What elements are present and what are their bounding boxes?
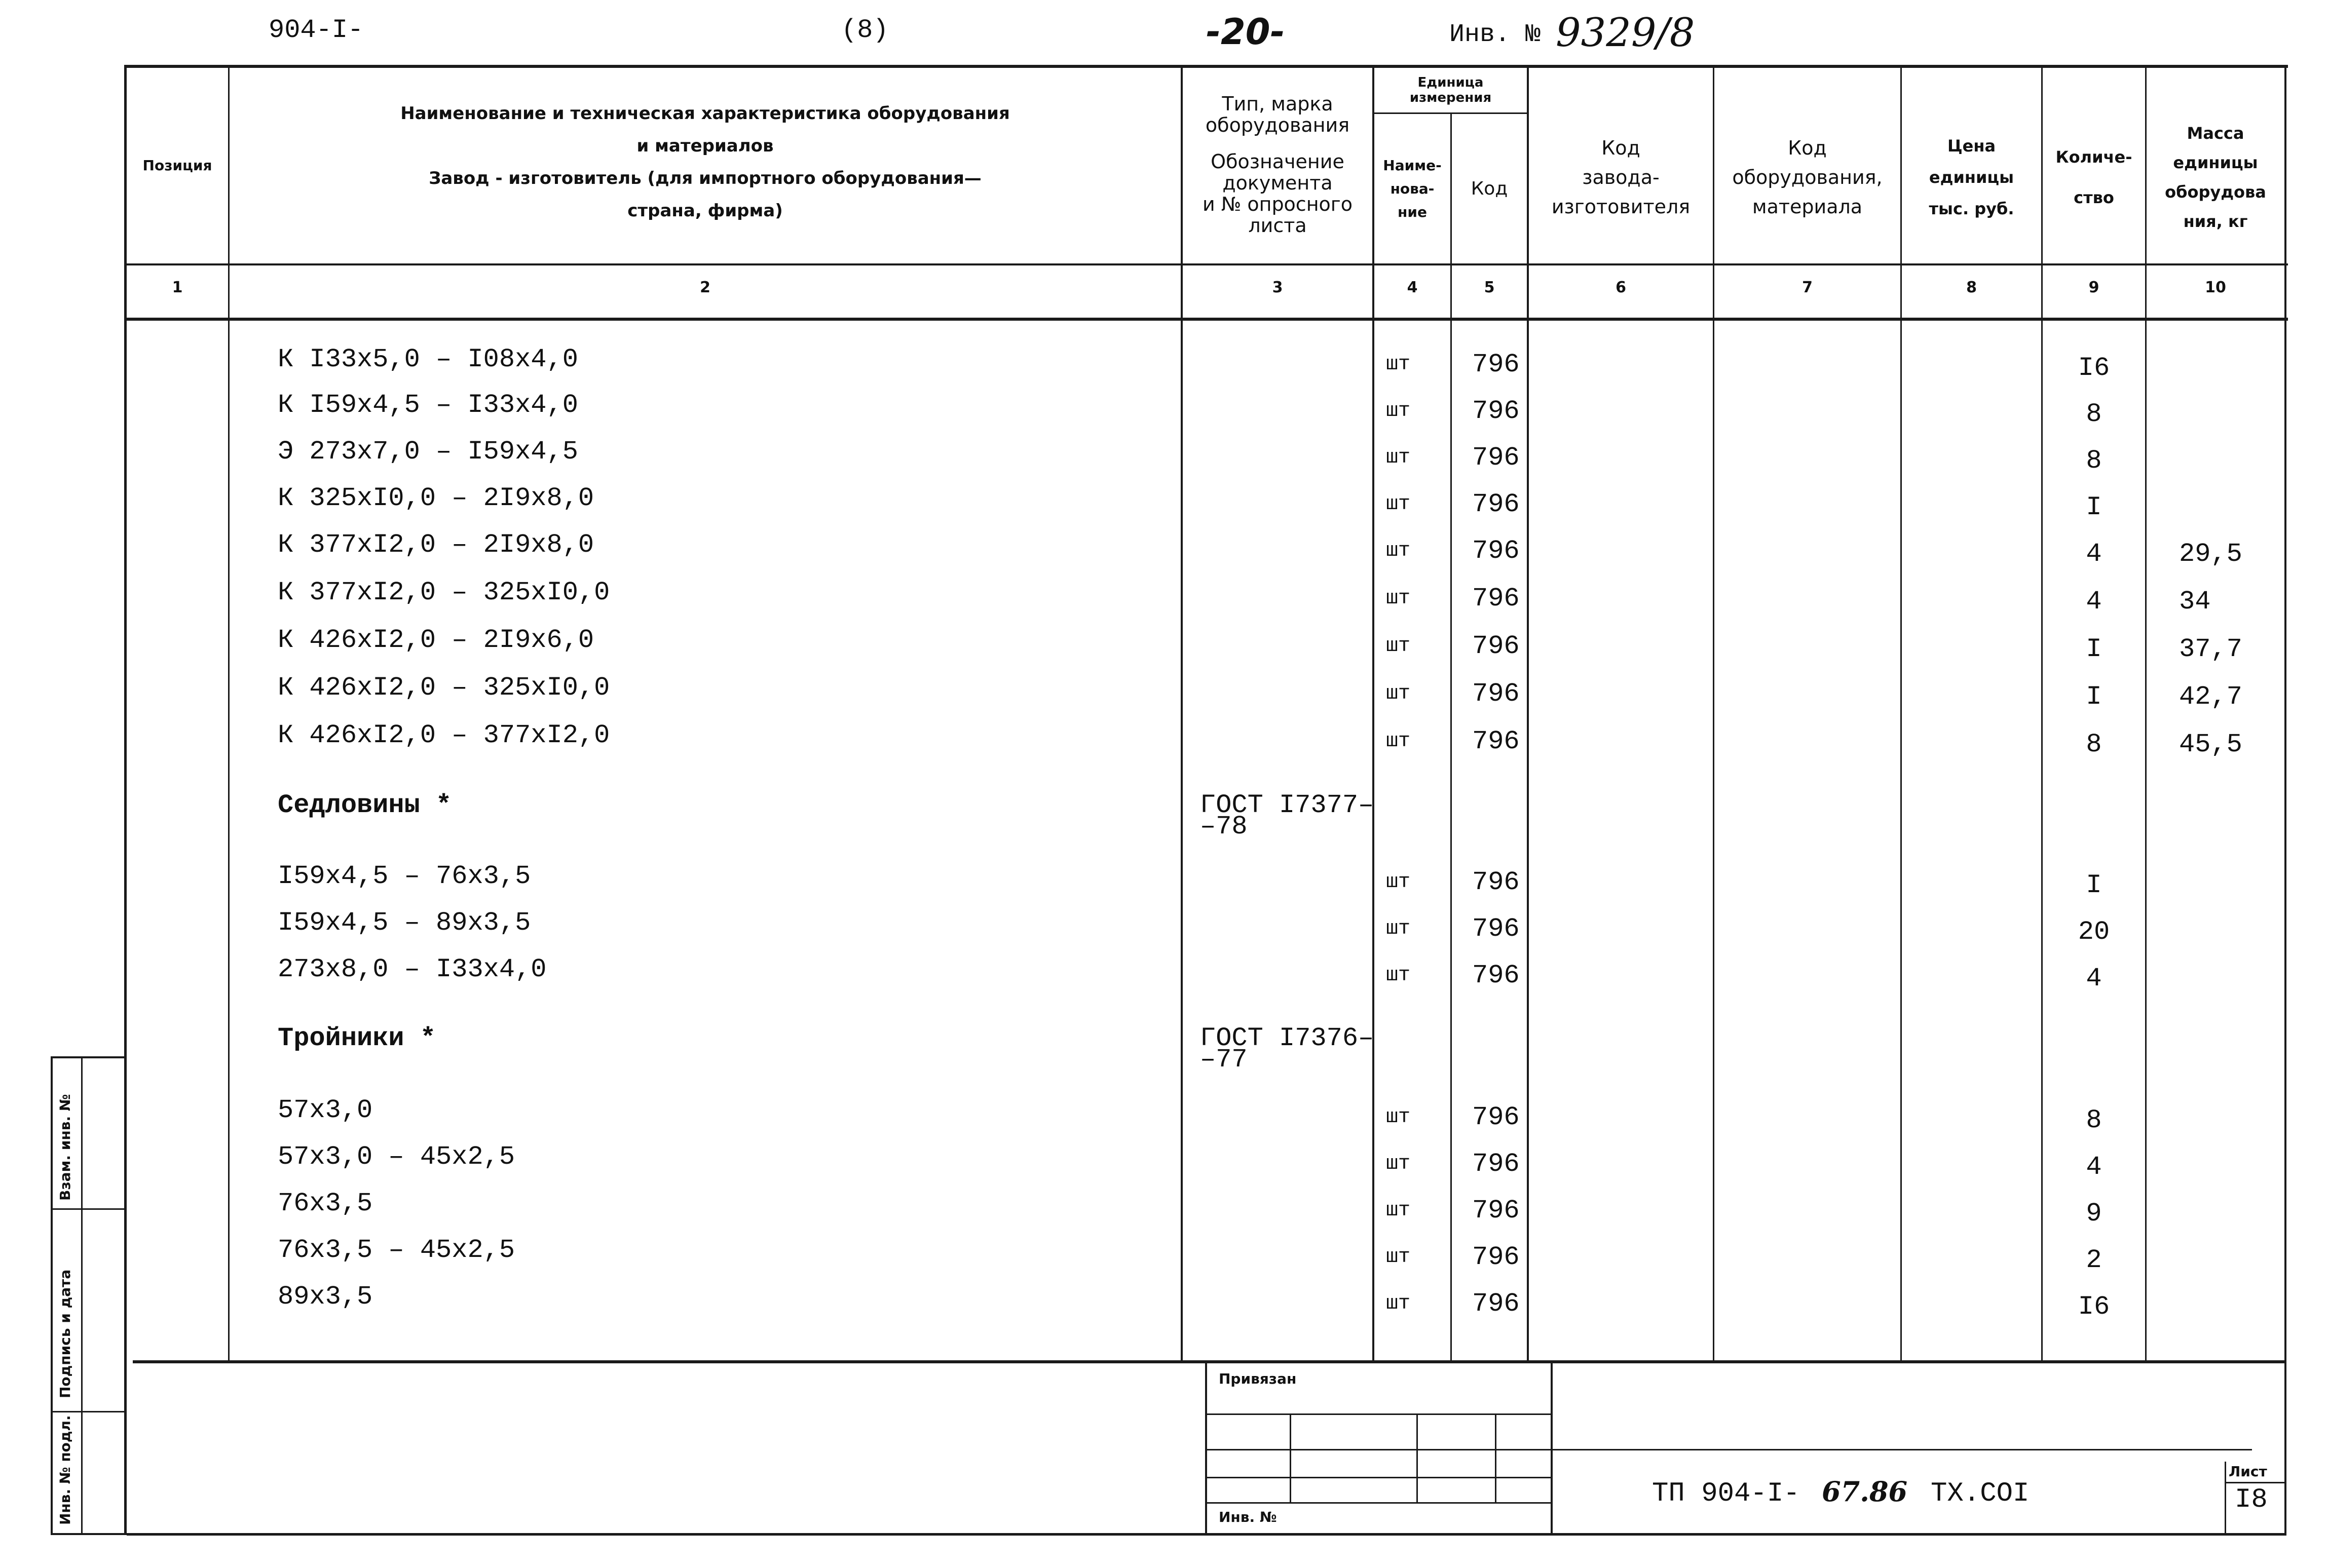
section-title-tees: Тройники * <box>278 1023 436 1053</box>
document-code-handwritten: 67.86 <box>1822 1475 1908 1508</box>
col-number-5: 5 <box>1484 279 1495 296</box>
header-equipment-code: Код оборудования, материала <box>1732 137 1883 218</box>
col-divider-4-5 <box>1450 112 1452 1360</box>
stamp-grid-vline-2 <box>1416 1413 1418 1502</box>
inv-number-handwritten: 9329/8 <box>1556 10 1695 56</box>
quantity: I6 <box>2078 1292 2110 1322</box>
stamp-title-line <box>1553 1449 2252 1450</box>
unit-code: 796 <box>1472 679 1520 709</box>
unit-code: 796 <box>1472 1102 1520 1132</box>
series-code: 904-I- <box>269 15 364 45</box>
table-top-border <box>124 65 2288 68</box>
unit-name: шт <box>1386 730 1411 753</box>
unit-code: 796 <box>1472 1242 1520 1272</box>
unit-mass: 37,7 <box>2179 634 2242 664</box>
unit-code: 796 <box>1472 914 1520 944</box>
quantity: I6 <box>2078 353 2110 383</box>
item-name: Э 273х7,0 – I59х4,5 <box>278 437 578 467</box>
quantity: I <box>2086 682 2102 712</box>
inv-label: Инв. № <box>1449 20 1541 49</box>
stamp-bottom-border <box>127 1533 2286 1536</box>
quantity: I <box>2086 492 2102 522</box>
quantity: 4 <box>2086 964 2102 993</box>
document-reference: ГОСТ I7376– <box>1200 1023 1374 1053</box>
col-numbers-bottom-line <box>124 318 2288 321</box>
sheet-label: Лист <box>2229 1463 2267 1480</box>
side-stamp-mid <box>81 1056 83 1535</box>
col-number-1: 1 <box>172 279 183 296</box>
unit-name: шт <box>1386 540 1411 562</box>
header-unit-group: Единица измерения <box>1409 75 1492 105</box>
col-divider-7-8 <box>1900 65 1902 1360</box>
col-divider-2-3 <box>1181 65 1183 1360</box>
document-reference: ГОСТ I7377– <box>1200 790 1374 820</box>
document-code-suffix: ТХ.СОI <box>1931 1478 2030 1509</box>
item-name: I59х4,5 – 89х3,5 <box>278 908 531 938</box>
quantity: 20 <box>2078 917 2110 947</box>
quantity: 8 <box>2086 1105 2102 1135</box>
unit-name: шт <box>1386 871 1411 894</box>
unit-code: 796 <box>1472 726 1520 756</box>
quantity: I <box>2086 870 2102 900</box>
document-reference: –77 <box>1200 1045 1248 1075</box>
col-divider-6-7 <box>1713 65 1714 1360</box>
item-name: 89х3,5 <box>278 1282 373 1312</box>
unit-name: шт <box>1386 1153 1411 1175</box>
stamp-grid-vline-3 <box>1495 1413 1496 1502</box>
unit-code: 796 <box>1472 1149 1520 1179</box>
unit-code: 796 <box>1472 1289 1520 1319</box>
quantity: 9 <box>2086 1199 2102 1229</box>
item-name: 57х3,0 <box>278 1095 373 1125</box>
side-label-original-inv: Инв. № подл. <box>57 1415 73 1525</box>
header-name: Наименование и техническая характеристика оборудования и материалов Завод - изготовитель (для импортного оборудования— страна, фирма) <box>400 103 1010 221</box>
item-name: К 426хI2,0 – 377хI2,0 <box>278 720 610 750</box>
unit-name: шт <box>1386 1292 1411 1315</box>
unit-name: шт <box>1386 353 1411 376</box>
col-number-10: 10 <box>2205 279 2226 296</box>
bracket-number: (8) <box>841 15 889 45</box>
page-number: -20- <box>1206 11 1285 53</box>
unit-name: шт <box>1386 400 1411 423</box>
stamp-grid-vline-1 <box>1290 1413 1291 1502</box>
unit-name: шт <box>1386 446 1411 469</box>
item-name: 76х3,5 <box>278 1189 373 1218</box>
header-unit-code: Код <box>1471 178 1508 199</box>
quantity: 8 <box>2086 399 2102 429</box>
item-name: I59х4,5 – 76х3,5 <box>278 861 531 891</box>
frame-right <box>2284 65 2286 1534</box>
item-name: К 426хI2,0 – 2I9х6,0 <box>278 625 594 655</box>
unit-name: шт <box>1386 682 1411 705</box>
header-factory-code: Код завода- изготовителя <box>1551 137 1691 218</box>
col-divider-8-9 <box>2041 65 2043 1360</box>
item-name: К 426хI2,0 – 325хI0,0 <box>278 673 610 703</box>
unit-mass: 34 <box>2179 587 2211 617</box>
item-name: К I33х5,0 – I08х4,0 <box>278 345 578 374</box>
side-stamp-div2 <box>51 1411 127 1412</box>
side-label-signature-date: Подпись и дата <box>57 1269 73 1398</box>
item-name: К 377хI2,0 – 325хI0,0 <box>278 578 610 607</box>
stamp-left-border <box>1205 1360 1207 1535</box>
item-name: 57х3,0 – 45х2,5 <box>278 1142 515 1172</box>
stamp-grid-line-3 <box>1206 1477 1551 1478</box>
item-name: 273х8,0 – I33х4,0 <box>278 954 547 984</box>
unit-code: 796 <box>1472 396 1520 426</box>
col-divider-9-10 <box>2145 65 2147 1360</box>
unit-code: 796 <box>1472 443 1520 473</box>
table-bottom-line <box>133 1360 2286 1363</box>
side-stamp-left <box>51 1056 53 1535</box>
unit-name: шт <box>1386 1246 1411 1269</box>
item-name: К I59х4,5 – I33х4,0 <box>278 390 578 420</box>
item-name: К 325хI0,0 – 2I9х8,0 <box>278 483 594 513</box>
sheet-box-divider <box>2225 1482 2286 1483</box>
unit-mass: 42,7 <box>2179 682 2242 712</box>
document-code-prefix: ТП 904-I- <box>1652 1478 1800 1509</box>
unit-mass: 45,5 <box>2179 730 2242 759</box>
unit-mass: 29,5 <box>2179 539 2242 569</box>
col-number-9: 9 <box>2088 279 2099 296</box>
stamp-mid-border <box>1551 1360 1553 1535</box>
header-mass: Масса единицы оборудова ния, кг <box>2165 124 2266 231</box>
unit-code: 796 <box>1472 489 1520 519</box>
unit-code: 796 <box>1472 867 1520 897</box>
stamp-inv-label: Инв. № <box>1219 1509 1277 1525</box>
col-number-7: 7 <box>1802 279 1813 296</box>
stamp-grid-line-2 <box>1206 1449 1551 1450</box>
quantity: I <box>2086 634 2102 664</box>
col-number-6: 6 <box>1616 279 1626 296</box>
quantity: 8 <box>2086 730 2102 759</box>
sheet-number: I8 <box>2235 1484 2268 1515</box>
col-number-8: 8 <box>1966 279 1977 296</box>
header-bottom-line <box>124 263 2288 265</box>
unit-name: шт <box>1386 1106 1411 1129</box>
document-reference: –78 <box>1200 812 1248 842</box>
unit-code: 796 <box>1472 584 1520 614</box>
unit-name: шт <box>1386 1199 1411 1222</box>
col-number-2: 2 <box>700 279 710 296</box>
unit-code: 796 <box>1472 631 1520 661</box>
quantity: 2 <box>2086 1245 2102 1275</box>
unit-name: шт <box>1386 635 1411 658</box>
quantity: 4 <box>2086 587 2102 617</box>
quantity: 8 <box>2086 446 2102 476</box>
side-label-replacement-inv: Взам. инв. № <box>57 1094 73 1201</box>
quantity: 4 <box>2086 539 2102 569</box>
col-number-3: 3 <box>1272 279 1283 296</box>
unit-code: 796 <box>1472 350 1520 379</box>
col-divider-5-6 <box>1527 65 1529 1360</box>
item-name: 76х3,5 – 45х2,5 <box>278 1235 515 1265</box>
header-position: Позиция <box>142 157 212 174</box>
unit-code: 796 <box>1472 536 1520 566</box>
item-name: К 377хI2,0 – 2I9х8,0 <box>278 530 594 560</box>
quantity: 4 <box>2086 1152 2102 1182</box>
header-price: Цена единицы тыс. руб. <box>1929 136 2014 218</box>
unit-name: шт <box>1386 587 1411 610</box>
side-stamp-bottom <box>51 1533 127 1535</box>
side-stamp-top <box>51 1056 127 1058</box>
stamp-grid-line-1 <box>1206 1413 1551 1415</box>
col-divider-1-2 <box>228 65 230 1360</box>
col-number-4: 4 <box>1407 279 1418 296</box>
side-stamp-div1 <box>51 1208 127 1210</box>
unit-name: шт <box>1386 917 1411 940</box>
unit-code: 796 <box>1472 1196 1520 1226</box>
stamp-linked-label: Привязан <box>1219 1370 1297 1387</box>
section-title-saddles: Седловины * <box>278 790 452 820</box>
unit-code: 796 <box>1472 961 1520 990</box>
sheet-box-left <box>2225 1462 2226 1535</box>
header-unit-name: Наиме- нова- ние <box>1383 157 1442 220</box>
unit-name: шт <box>1386 493 1411 516</box>
unit-name: шт <box>1386 964 1411 987</box>
header-type: Тип, марка оборудования Обозначение документа и № опросного листа <box>1202 93 1353 237</box>
header-quantity: Количе- ство <box>2055 147 2132 207</box>
stamp-grid-line-4 <box>1206 1502 1551 1504</box>
